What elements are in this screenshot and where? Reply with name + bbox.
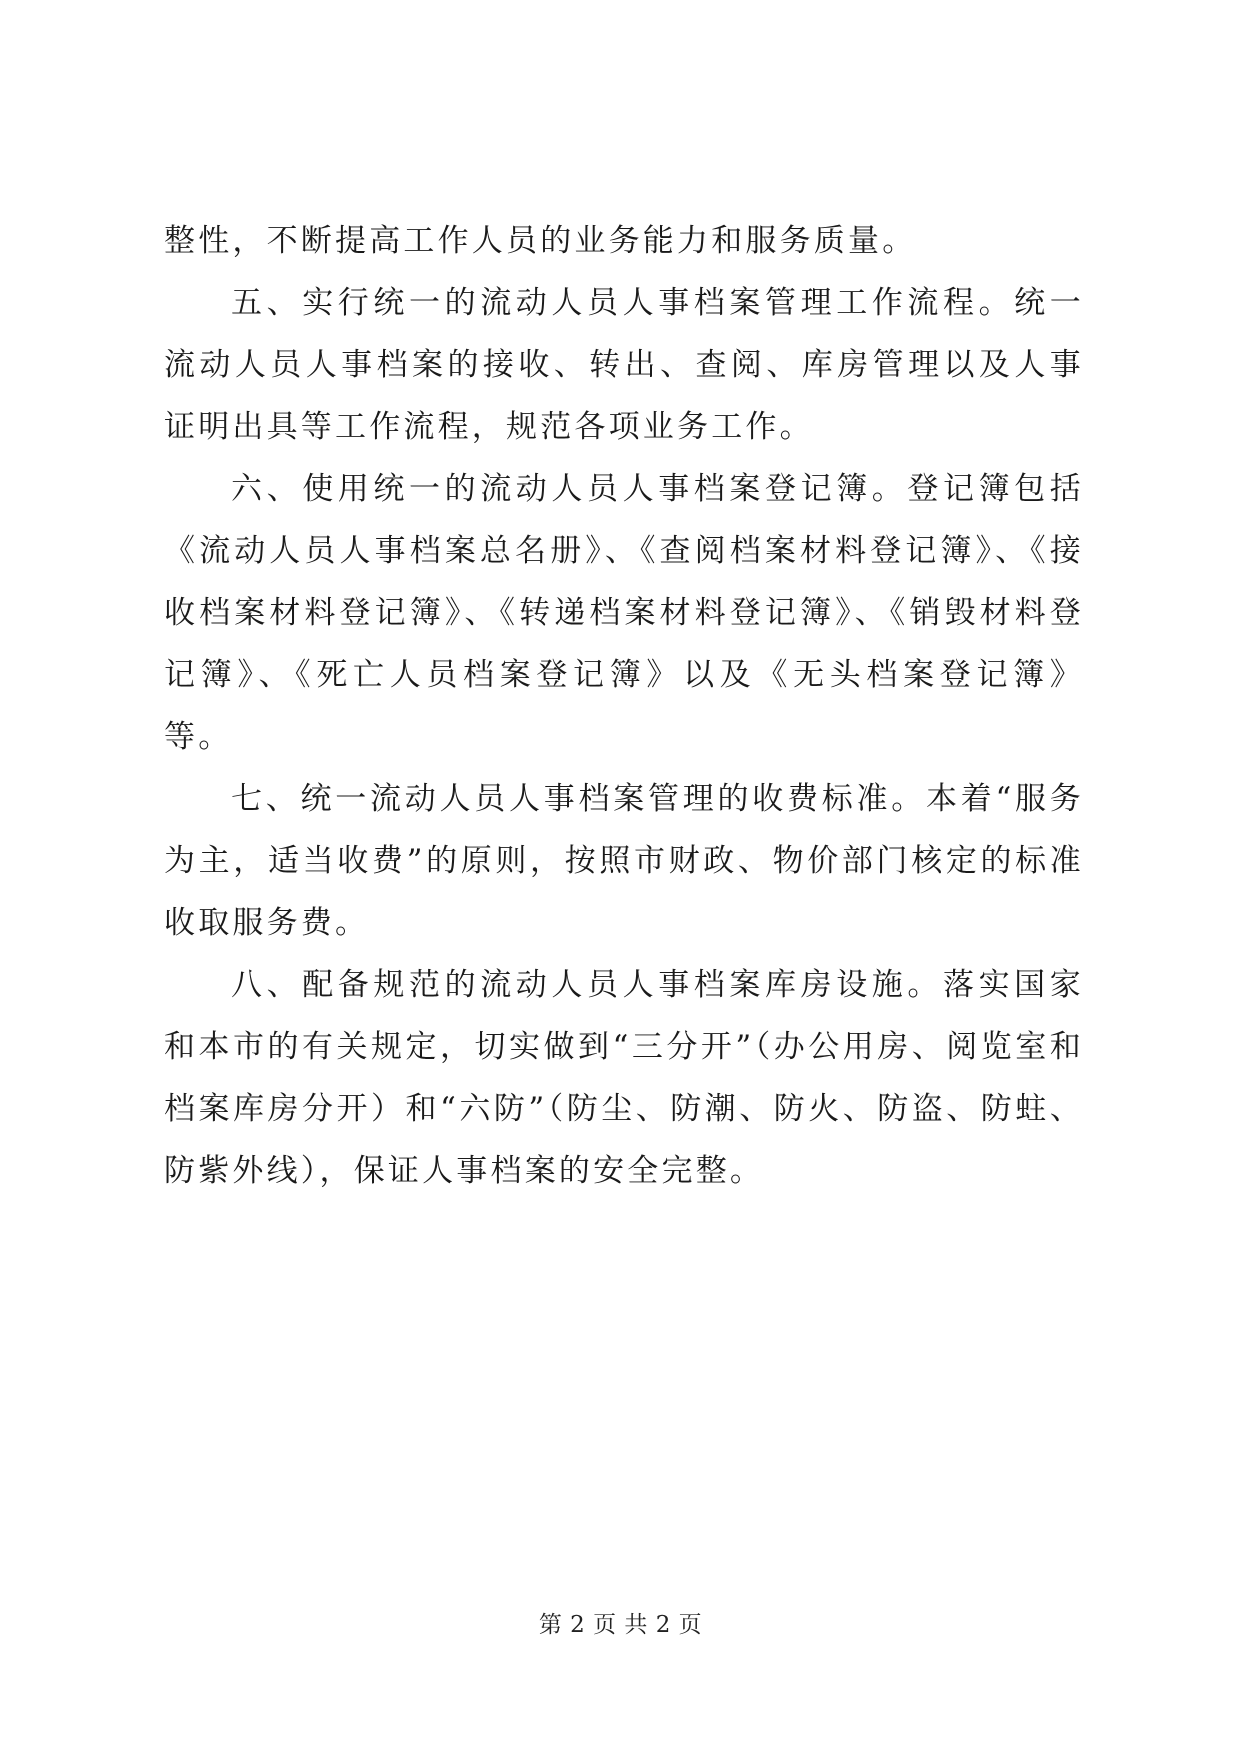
- paragraph-item-7: 七、统一流动人员人事档案管理的收费标准。本着“服务为主，适当收费”的原则，按照市财政、物价部门核定的标准收取服务费。: [164, 781, 1084, 941]
- paragraph-item-8: 八、配备规范的流动人员人事档案库房设施。落实国家和本市的有关规定，切实做到“三分开”（办公用房、阅览室和档案库房分开）和“六防”（防尘、防潮、防火、防盗、防蛀、防紫外线），保证人事档案的安全完整。: [164, 967, 1084, 1189]
- paragraph-item-5: 五、实行统一的流动人员人事档案管理工作流程。统一流动人员人事档案的接收、转出、查阅、库房管理以及人事证明出具等工作流程，规范各项业务工作。: [164, 285, 1084, 445]
- paragraph-item-6: 六、使用统一的流动人员人事档案登记簿。登记簿包括《流动人员人事档案总名册》、《查阅档案材料登记簿》、《接收档案材料登记簿》、《转递档案材料登记簿》、《销毁材料登记簿》、《死亡人员档案登记簿》以及《无头档案登记簿》等。: [164, 471, 1084, 755]
- page-number-footer: 第 2 页 共 2 页: [538, 1612, 703, 1638]
- document-body: [164, 210, 1084, 1202]
- paragraph-continuation: 整性，不断提高工作人员的业务能力和服务质量。: [164, 223, 917, 259]
